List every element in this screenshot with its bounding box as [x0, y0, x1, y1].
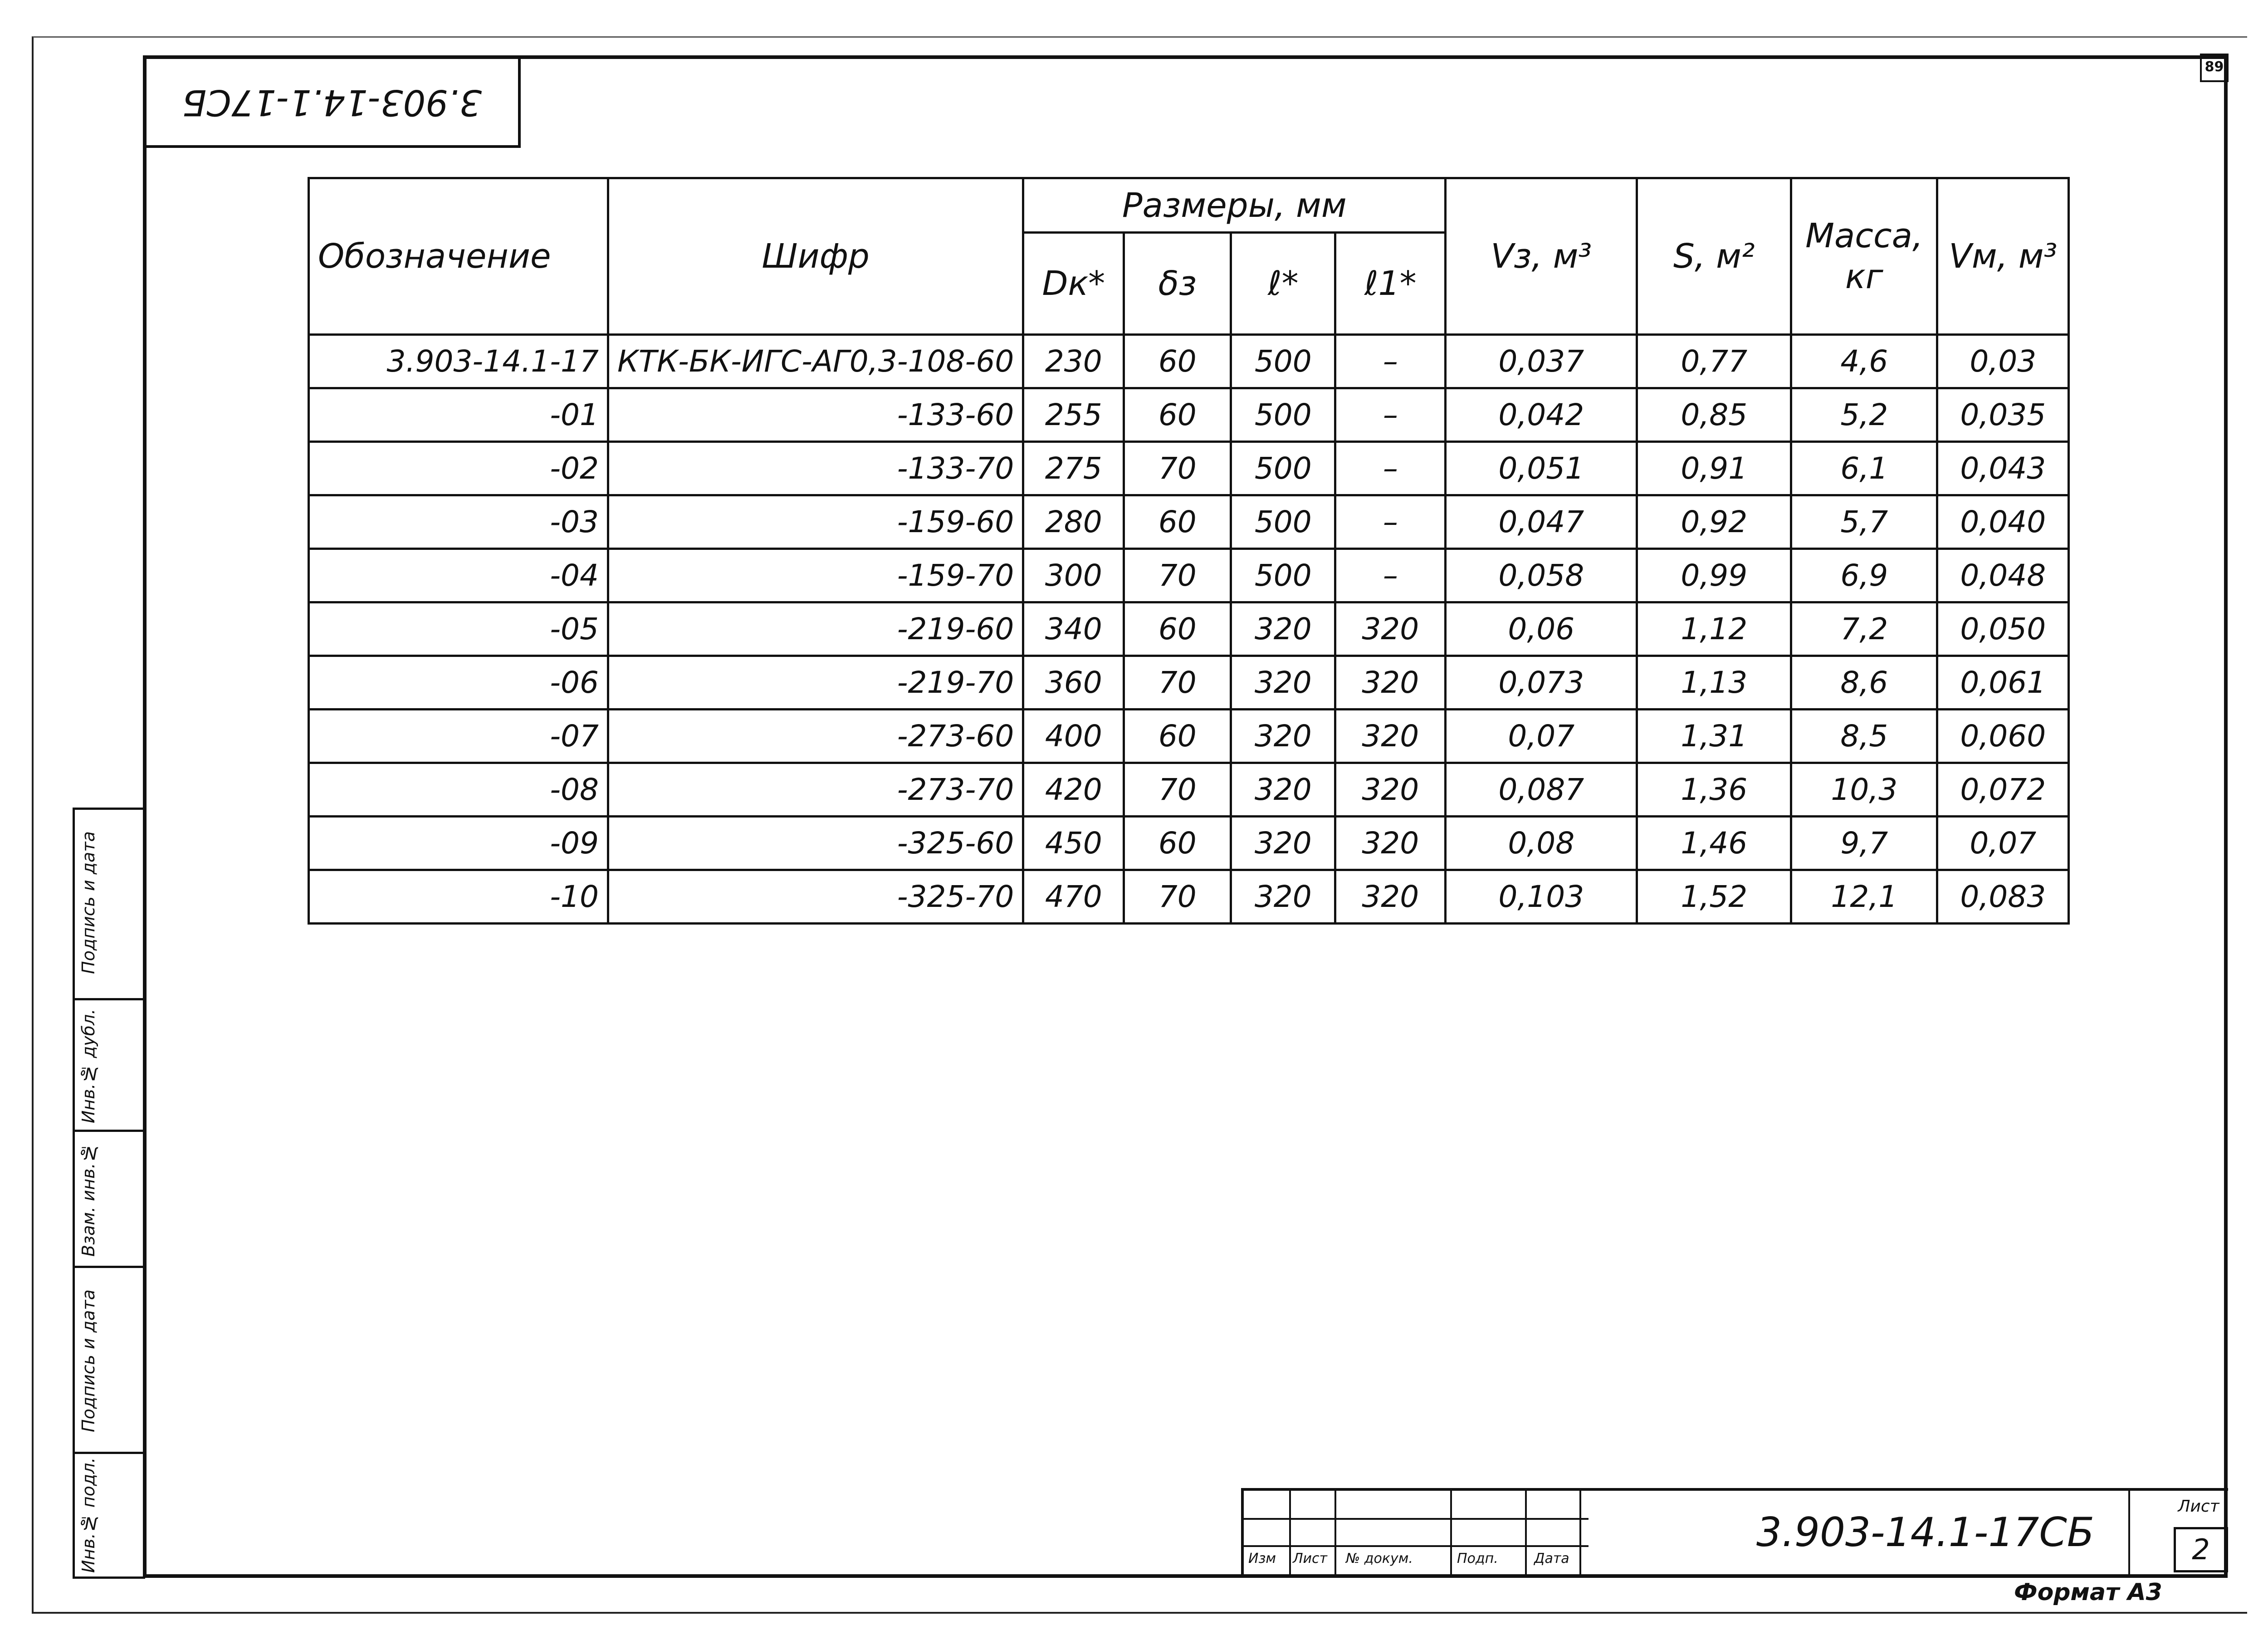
- cell-designation: -10: [309, 870, 608, 924]
- cell-designation: -01: [309, 388, 608, 442]
- cell-cipher: -133-60: [608, 388, 1023, 442]
- cell-s: 1,31: [1637, 710, 1791, 763]
- table-row: [309, 870, 2069, 924]
- cell-vm: 0,043: [1937, 442, 2069, 495]
- cell-mass: 7,2: [1791, 602, 1937, 656]
- cell-vm: 0,072: [1937, 763, 2069, 817]
- tb-col-sign: Подп.: [1457, 1551, 1498, 1567]
- cell-cipher: -219-70: [608, 656, 1023, 710]
- cell-dk: 300: [1023, 549, 1124, 602]
- cell-l1: 320: [1335, 763, 1446, 817]
- cell-dk: 275: [1023, 442, 1124, 495]
- cell-vm: 0,07: [1937, 817, 2069, 870]
- cell-s: 0,99: [1637, 549, 1791, 602]
- cell-vz: 0,042: [1446, 388, 1637, 442]
- cell-mass: 12,1: [1791, 870, 1937, 924]
- cell-mass: 8,6: [1791, 656, 1937, 710]
- stamp-code-text: 3.903-14.1-17СБ: [182, 82, 482, 122]
- cell-delta: 70: [1124, 870, 1231, 924]
- table-row: [309, 602, 2069, 656]
- header-vm: Vм, м³: [1937, 178, 2069, 335]
- side-label: Взам. инв.№: [78, 1143, 98, 1257]
- header-dimensions-group: Размеры, мм: [1023, 178, 1446, 233]
- cell-cipher: -159-60: [608, 495, 1023, 549]
- tb-divider: [2128, 1491, 2130, 1574]
- header-l1: ℓ1*: [1335, 233, 1446, 335]
- side-label: Подпись и дата: [78, 831, 98, 974]
- header-l: ℓ*: [1231, 233, 1335, 335]
- cell-l: 320: [1231, 656, 1335, 710]
- cell-l1: 320: [1335, 656, 1446, 710]
- cell-dk: 360: [1023, 656, 1124, 710]
- cell-vz: 0,07: [1446, 710, 1637, 763]
- cell-l: 500: [1231, 549, 1335, 602]
- side-cell-dup-inv: [75, 998, 143, 1132]
- cell-s: 0,92: [1637, 495, 1791, 549]
- tb-row-line: [1244, 1518, 1589, 1520]
- cell-l1: –: [1335, 549, 1446, 602]
- table-row: [309, 495, 2069, 549]
- rotated-code-stamp: [146, 59, 521, 148]
- cell-vz: 0,06: [1446, 602, 1637, 656]
- sheet-label: Лист: [2178, 1497, 2219, 1516]
- cell-designation: -03: [309, 495, 608, 549]
- tb-divider: [1579, 1491, 1581, 1574]
- title-block: [1241, 1488, 2228, 1577]
- cell-vz: 0,051: [1446, 442, 1637, 495]
- cell-delta: 60: [1124, 710, 1231, 763]
- side-label: Подпись и дата: [78, 1289, 98, 1433]
- table-row: [309, 763, 2069, 817]
- cell-dk: 280: [1023, 495, 1124, 549]
- cell-l: 320: [1231, 602, 1335, 656]
- tb-divider: [1334, 1491, 1336, 1574]
- table-row: [309, 442, 2069, 495]
- cell-l: 500: [1231, 495, 1335, 549]
- table-row: [309, 549, 2069, 602]
- cell-vm: 0,03: [1937, 335, 2069, 388]
- cell-delta: 70: [1124, 656, 1231, 710]
- cell-delta: 70: [1124, 549, 1231, 602]
- cell-delta: 60: [1124, 388, 1231, 442]
- cell-dk: 450: [1023, 817, 1124, 870]
- cell-cipher: -273-60: [608, 710, 1023, 763]
- cell-l: 320: [1231, 710, 1335, 763]
- cell-dk: 340: [1023, 602, 1124, 656]
- table-row: [309, 335, 2069, 388]
- cell-cipher: КТК-БК-ИГС-АГ0,3-108-60: [608, 335, 1023, 388]
- cell-cipher: -325-70: [608, 870, 1023, 924]
- cell-delta: 70: [1124, 763, 1231, 817]
- cell-l1: 320: [1335, 870, 1446, 924]
- header-cipher: Шифр: [608, 178, 1023, 335]
- format-label: Формат А3: [2014, 1579, 2162, 1606]
- tb-col-sheet: Лист: [1293, 1551, 1328, 1567]
- cell-l1: 320: [1335, 710, 1446, 763]
- cell-vz: 0,047: [1446, 495, 1637, 549]
- cell-s: 1,36: [1637, 763, 1791, 817]
- cell-designation: -06: [309, 656, 608, 710]
- cell-mass: 5,2: [1791, 388, 1937, 442]
- cell-cipher: -219-60: [608, 602, 1023, 656]
- cell-delta: 60: [1124, 817, 1231, 870]
- side-cell-sign-date-top: [75, 808, 143, 998]
- cell-designation: -05: [309, 602, 608, 656]
- cell-vm: 0,083: [1937, 870, 2069, 924]
- cell-l1: 320: [1335, 602, 1446, 656]
- cell-dk: 230: [1023, 335, 1124, 388]
- cell-mass: 5,7: [1791, 495, 1937, 549]
- cell-vz: 0,087: [1446, 763, 1637, 817]
- approval-side-strip: [73, 808, 145, 1579]
- cell-designation: -04: [309, 549, 608, 602]
- cell-delta: 60: [1124, 335, 1231, 388]
- tb-col-date: Дата: [1534, 1551, 1569, 1567]
- cell-mass: 6,9: [1791, 549, 1937, 602]
- cell-dk: 470: [1023, 870, 1124, 924]
- tb-row-line: [1244, 1545, 1589, 1547]
- cell-vm: 0,050: [1937, 602, 2069, 656]
- cell-delta: 70: [1124, 442, 1231, 495]
- table-body: [309, 335, 2069, 924]
- cell-l1: –: [1335, 442, 1446, 495]
- cell-l1: 320: [1335, 817, 1446, 870]
- cell-mass: 8,5: [1791, 710, 1937, 763]
- tb-col-doc-no: № докум.: [1346, 1551, 1413, 1567]
- table-row: [309, 656, 2069, 710]
- cell-designation: -07: [309, 710, 608, 763]
- cell-dk: 255: [1023, 388, 1124, 442]
- corner-sheet-number: 89: [2200, 54, 2229, 82]
- cell-l1: –: [1335, 495, 1446, 549]
- tb-col-change: Изм: [1248, 1551, 1276, 1567]
- cell-l: 320: [1231, 870, 1335, 924]
- cell-vm: 0,040: [1937, 495, 2069, 549]
- cell-s: 1,52: [1637, 870, 1791, 924]
- side-label: Инв.№ дубл.: [78, 1009, 98, 1124]
- cell-s: 0,85: [1637, 388, 1791, 442]
- cell-vz: 0,058: [1446, 549, 1637, 602]
- table-row: [309, 388, 2069, 442]
- table-row: [309, 817, 2069, 870]
- cell-dk: 400: [1023, 710, 1124, 763]
- cell-mass: 9,7: [1791, 817, 1937, 870]
- cell-s: 1,46: [1637, 817, 1791, 870]
- tb-divider: [1525, 1491, 1527, 1574]
- cell-dk: 420: [1023, 763, 1124, 817]
- side-label: Инв.№ подл.: [78, 1457, 98, 1573]
- cell-s: 1,12: [1637, 602, 1791, 656]
- cell-designation: -09: [309, 817, 608, 870]
- cell-cipher: -133-70: [608, 442, 1023, 495]
- header-s: S, м²: [1637, 178, 1791, 335]
- cell-vm: 0,035: [1937, 388, 2069, 442]
- side-cell-replace-inv: [75, 1130, 143, 1268]
- cell-s: 0,91: [1637, 442, 1791, 495]
- header-designation: Обозначение: [309, 178, 608, 335]
- cell-s: 1,13: [1637, 656, 1791, 710]
- cell-vz: 0,073: [1446, 656, 1637, 710]
- cell-l: 320: [1231, 817, 1335, 870]
- header-row-1: [309, 178, 2069, 233]
- cell-cipher: -273-70: [608, 763, 1023, 817]
- cell-l: 500: [1231, 388, 1335, 442]
- cell-l1: –: [1335, 388, 1446, 442]
- cell-vz: 0,08: [1446, 817, 1637, 870]
- header-mass: Масса, кг: [1791, 178, 1937, 335]
- cell-vm: 0,048: [1937, 549, 2069, 602]
- cell-vz: 0,103: [1446, 870, 1637, 924]
- cell-vm: 0,061: [1937, 656, 2069, 710]
- cell-l: 500: [1231, 335, 1335, 388]
- cell-s: 0,77: [1637, 335, 1791, 388]
- cell-designation: 3.903-14.1-17: [309, 335, 608, 388]
- cell-cipher: -325-60: [608, 817, 1023, 870]
- cell-designation: -08: [309, 763, 608, 817]
- tb-divider: [1450, 1491, 1452, 1574]
- table-row: [309, 710, 2069, 763]
- side-cell-orig-inv: [75, 1452, 143, 1576]
- specification-table: [308, 177, 2070, 925]
- cell-designation: -02: [309, 442, 608, 495]
- cell-delta: 60: [1124, 495, 1231, 549]
- document-code: 3.903-14.1-17СБ: [1756, 1509, 2095, 1556]
- side-cell-sign-date-bottom: [75, 1266, 143, 1454]
- cell-l: 320: [1231, 763, 1335, 817]
- header-dk: Dк*: [1023, 233, 1124, 335]
- header-delta: δз: [1124, 233, 1231, 335]
- cell-l1: –: [1335, 335, 1446, 388]
- tb-divider: [1289, 1491, 1291, 1574]
- cell-vz: 0,037: [1446, 335, 1637, 388]
- cell-cipher: -159-70: [608, 549, 1023, 602]
- header-vz: Vз, м³: [1446, 178, 1637, 335]
- cell-delta: 60: [1124, 602, 1231, 656]
- cell-mass: 6,1: [1791, 442, 1937, 495]
- cell-vm: 0,060: [1937, 710, 2069, 763]
- cell-mass: 4,6: [1791, 335, 1937, 388]
- sheet-number: 2: [2174, 1527, 2228, 1572]
- cell-l: 500: [1231, 442, 1335, 495]
- cell-mass: 10,3: [1791, 763, 1937, 817]
